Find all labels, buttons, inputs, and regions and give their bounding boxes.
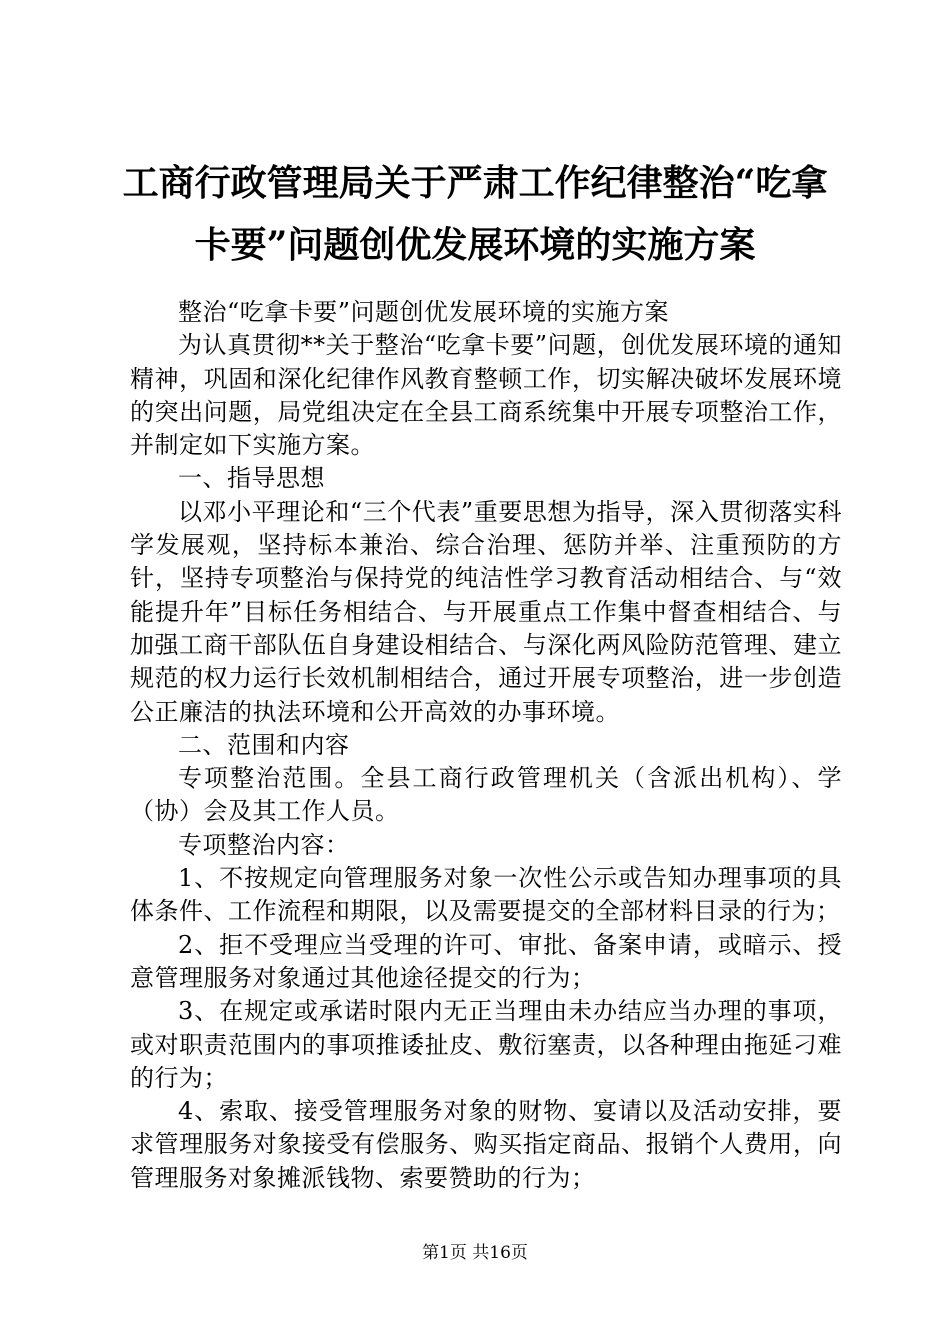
guiding-ideology-paragraph: 以邓小平理论和“三个代表”重要思想为指导，深入贯彻落实科学发展观，坚持标本兼治、综合治理、惩防并举、注重预防的方针，坚持专项整治与保持党的纯洁性学习教育活动相结合、与“效能提升年”目标任务相结合、与开展重点工作集中督查相结合、与加强工商干部队伍自身建设相结合、与深化两风险防范管理、建立规范的权力运行长效机制相结合，通过开展专项整治，进一步创造公正廉洁的执法环境和公开高效的办事环境。 xyxy=(130,497,842,726)
section-heading-guiding-ideology: 一、指导思想 xyxy=(178,464,325,493)
scope-paragraph: 专项整治范围。全县工商行政管理机关（含派出机构）、学（协）会及其工作人员。 xyxy=(130,764,842,826)
list-item-1: 1、不按规定向管理服务对象一次性公示或告知办理事项的具体条件、工作流程和期限，以及需要提交的全部材料目录的行为； xyxy=(130,864,842,926)
section-heading-scope-content: 二、范围和内容 xyxy=(178,730,350,759)
document-title: 工商行政管理局关于严肃工作纪律整治“吃拿卡要”问题创优发展环境的实施方案 xyxy=(122,162,828,266)
list-item-3: 3、在规定或承诺时限内无正当理由未办结应当办理的事项，或对职责范围内的事项推诿扯皮、敷衍塞责，以各种理由拖延刁难的行为； xyxy=(130,997,842,1092)
content-heading: 专项整治内容： xyxy=(178,830,350,859)
subtitle-paragraph: 整治“吃拿卡要”问题创优发展环境的实施方案 xyxy=(178,298,670,326)
document-body xyxy=(130,296,842,1195)
intro-paragraph: 为认真贯彻**关于整治“吃拿卡要”问题，创优发展环境的通知精神，巩固和深化纪律作风教育整顿工作，切实解决破坏发展环境的突出问题，局党组决定在全县工商系统集中开展专项整治工作，并制定如下实施方案。 xyxy=(130,331,842,460)
list-item-2: 2、拒不受理应当受理的许可、审批、备案申请，或暗示、授意管理服务对象通过其他途径提交的行为； xyxy=(130,930,842,992)
page-number-footer: 第1页 共16页 xyxy=(422,1243,528,1263)
list-item-4: 4、索取、接受管理服务对象的财物、宴请以及活动安排，要求管理服务对象接受有偿服务、购买指定商品、报销个人费用，向管理服务对象摊派钱物、索要赞助的行为； xyxy=(130,1097,842,1192)
